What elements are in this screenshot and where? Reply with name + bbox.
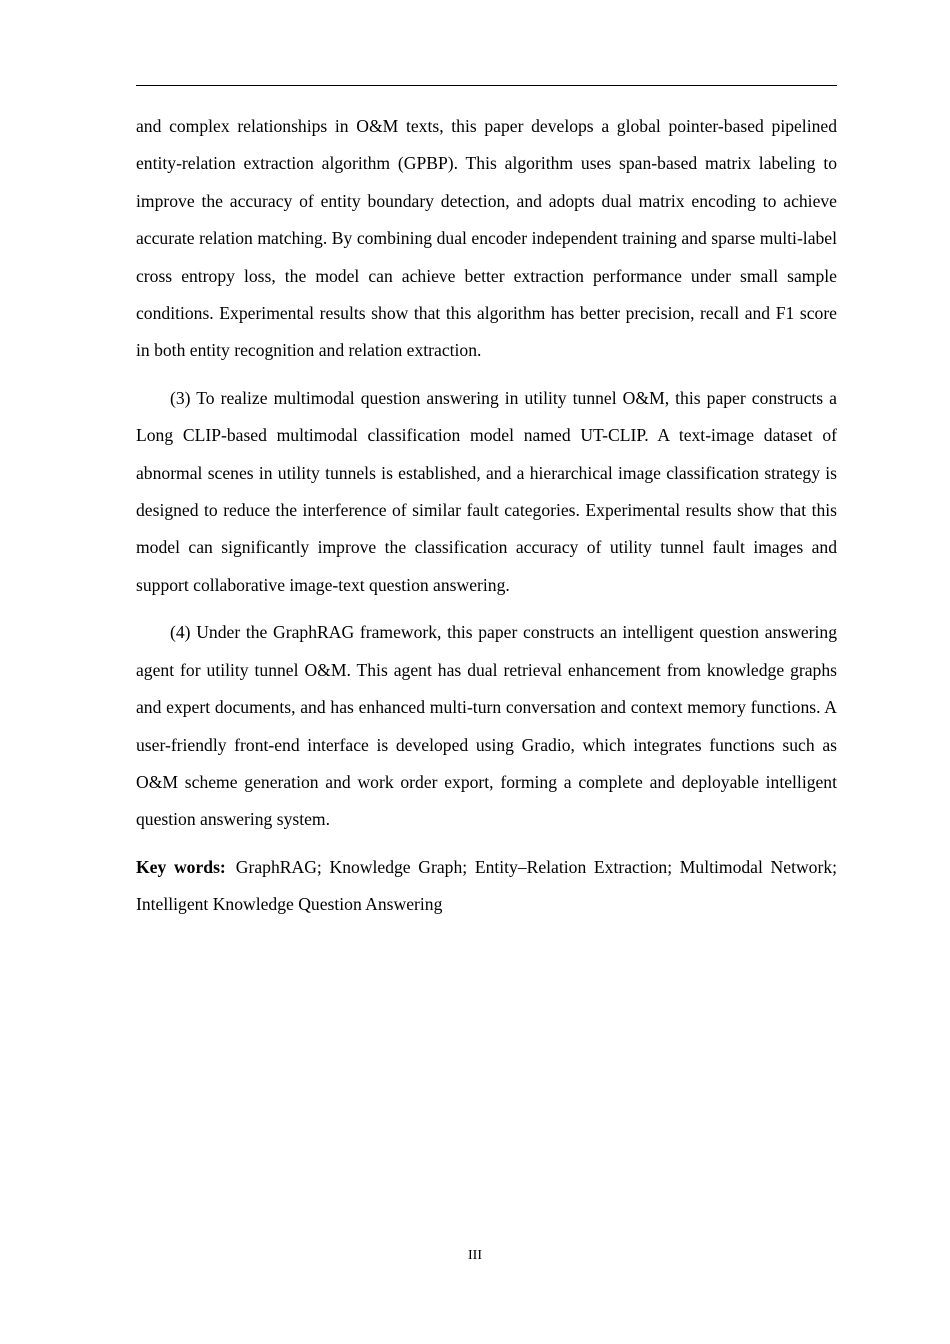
- page-number: III: [468, 1248, 482, 1263]
- keywords-line: [136, 849, 837, 924]
- paragraph-item-3: (3) To realize multimodal question answering in utility tunnel O&M, this paper constructs a Long CLIP-based multimodal classification model named UT-CLIP. A text-image dataset of abnormal scenes in utility tunnels is established, and a hierarchical image classification strategy is designed to reduce the interference of similar fault categories. Experimental results show that this model can significantly improve the classification accuracy of utility tunnel fault images and support collaborative image-text question answering.: [136, 387, 837, 595]
- keywords-text: GraphRAG; Knowledge Graph; Entity–Relation Extraction; Multimodal Network; Intelligent Knowledge Question Answering: [136, 856, 837, 915]
- abstract-body: [136, 108, 837, 934]
- paragraph-item-4: (4) Under the GraphRAG framework, this paper constructs an intelligent question answering agent for utility tunnel O&M. This agent has dual retrieval enhancement from knowledge graphs and expert documents, and has enhanced multi-turn conversation and context memory functions. A user-friendly front-end interface is developed using Gradio, which integrates functions such as O&M scheme generation and work order export, forming a complete and deployable intelligent question answering system.: [136, 622, 837, 830]
- keywords-label: Key words:: [136, 856, 226, 877]
- header-rule: [136, 85, 837, 86]
- paragraph-continuation: and complex relationships in O&M texts, this paper develops a global pointer-based pipelined entity-relation extraction algorithm (GPBP). This algorithm uses span-based matrix labeling to improve the accuracy of entity boundary detection, and adopts dual matrix encoding to achieve accurate relation matching. By combining dual encoder independent training and sparse multi-label cross entropy loss, the model can achieve better extraction performance under small sample conditions. Experimental results show that this algorithm has better precision, recall and F1 score in both entity recognition and relation extraction.: [136, 116, 837, 361]
